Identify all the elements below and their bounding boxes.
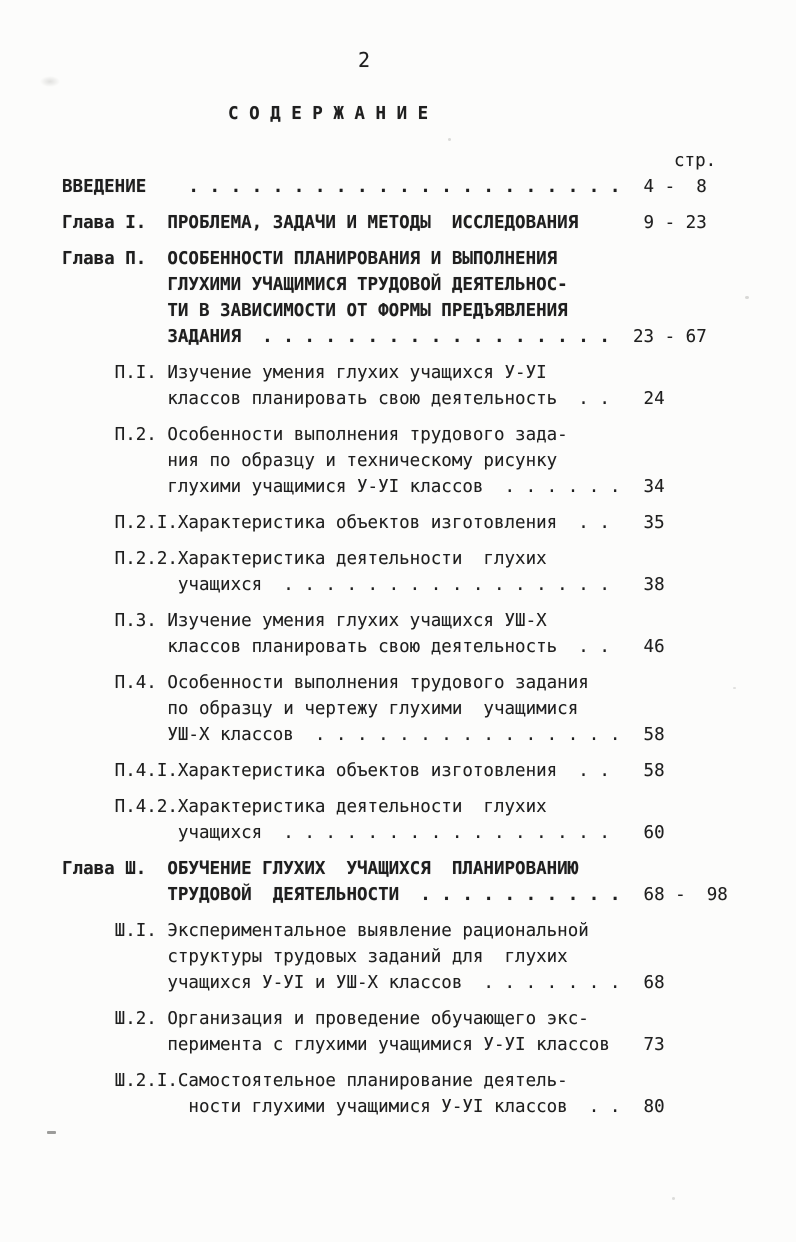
toc-line <box>62 448 782 474</box>
toc-line <box>62 272 782 298</box>
toc-line <box>62 546 782 572</box>
toc-line-text: ния по образцу и техническому рисунку <box>62 451 558 471</box>
toc-entry-2-4-2 <box>62 794 782 846</box>
toc-line <box>62 572 782 598</box>
toc-entry-3-2 <box>62 1006 782 1058</box>
toc-line <box>62 360 782 386</box>
toc-line <box>62 944 782 970</box>
toc-entry-2-2 <box>62 422 782 500</box>
toc-line <box>62 422 782 448</box>
scan-speck <box>672 1197 675 1200</box>
toc-line <box>62 1032 782 1058</box>
toc-line <box>62 510 782 536</box>
toc-line-text: Ш.2. Организация и проведение обучающего экс- <box>62 1009 589 1029</box>
toc-line-text: классов планировать свою деятельность . . <box>62 637 610 657</box>
page-ref: 38 <box>633 575 665 595</box>
page-ref: 34 <box>633 477 665 497</box>
toc-line-text: П.2.I.Характеристика объектов изготовления . . <box>62 513 610 533</box>
toc-line <box>62 970 782 996</box>
table-of-contents <box>62 174 782 1130</box>
scan-dash-mark <box>47 1131 56 1134</box>
page-ref: 23 - 67 <box>633 327 707 347</box>
toc-line <box>62 1068 782 1094</box>
toc-line-text: П.3. Изучение умения глухих учащихся УШ-Х <box>62 611 547 631</box>
page-ref: 35 <box>633 513 665 533</box>
toc-line-text: П.4. Особенности выполнения трудового задания <box>62 673 589 693</box>
toc-line <box>62 794 782 820</box>
toc-line-text: ности глухими учащимися У-УI классов . . <box>62 1097 621 1117</box>
toc-line <box>62 856 782 882</box>
scan-speck <box>448 138 451 141</box>
toc-line <box>62 608 782 634</box>
toc-line-text: ГЛУХИМИ УЧАЩИМИСЯ ТРУДОВОЙ ДЕЯТЕЛЬНОС- <box>62 275 568 295</box>
toc-line-text: Ш.2.I.Самостоятельное планирование деятель- <box>62 1071 568 1091</box>
toc-entry-2-4-1 <box>62 758 782 784</box>
toc-line-text: учащихся У-УI и УШ-Х классов . . . . . . . <box>62 973 621 993</box>
page-ref: 58 <box>633 725 665 745</box>
toc-line <box>62 918 782 944</box>
toc-line-text: Глава П. ОСОБЕННОСТИ ПЛАНИРОВАНИЯ И ВЫПОЛНЕНИЯ <box>62 249 558 269</box>
toc-entry-chapter-2 <box>62 246 782 350</box>
toc-entry-3-2-1 <box>62 1068 782 1120</box>
toc-line <box>62 634 782 660</box>
page-ref: 4 - 8 <box>633 177 707 197</box>
document-title: С О Д Е Р Ж А Н И Е <box>228 104 429 124</box>
scan-smudge <box>40 76 60 87</box>
page-column-header: стр. <box>674 151 717 171</box>
toc-line-text: перимента с глухими учащимися У-УI классов <box>62 1035 610 1055</box>
toc-line-text: ТИ В ЗАВИСИМОСТИ ОТ ФОРМЫ ПРЕДЪЯВЛЕНИЯ <box>62 301 568 321</box>
toc-line-text: П.I. Изучение умения глухих учащихся У-УI <box>62 363 547 383</box>
toc-line-text: П.2. Особенности выполнения трудового зада- <box>62 425 568 445</box>
toc-entry-2-1 <box>62 360 782 412</box>
page-ref: 80 <box>633 1097 665 1117</box>
page-ref: 9 - 23 <box>633 213 707 233</box>
toc-line <box>62 324 782 350</box>
toc-entry-2-3 <box>62 608 782 660</box>
toc-line-text: классов планировать свою деятельность . . <box>62 389 610 409</box>
toc-entry-introduction <box>62 174 782 200</box>
toc-line <box>62 298 782 324</box>
page-ref: 68 - 98 <box>633 885 728 905</box>
toc-line-text: Глава Ш. ОБУЧЕНИЕ ГЛУХИХ УЧАЩИХСЯ ПЛАНИРОВАНИЮ <box>62 859 579 879</box>
page-ref: 46 <box>633 637 665 657</box>
toc-line-text: ТРУДОВОЙ ДЕЯТЕЛЬНОСТИ . . . . . . . . . . <box>62 885 621 905</box>
toc-line <box>62 696 782 722</box>
toc-line-text: учащихся . . . . . . . . . . . . . . . . <box>62 575 610 595</box>
toc-entry-chapter-1 <box>62 210 782 236</box>
page-ref: 58 <box>633 761 665 781</box>
toc-entry-chapter-3 <box>62 856 782 908</box>
toc-line-text: УШ-Х классов . . . . . . . . . . . . . . . <box>62 725 621 745</box>
toc-entry-2-2-2 <box>62 546 782 598</box>
toc-entry-2-4 <box>62 670 782 748</box>
toc-line <box>62 174 782 200</box>
toc-line-text: П.2.2.Характеристика деятельности глухих <box>62 549 547 569</box>
page-number: 2 <box>358 48 371 72</box>
toc-line-text: П.4.I.Характеристика объектов изготовления . . <box>62 761 610 781</box>
toc-line-text: Глава I. ПРОБЛЕМА, ЗАДАЧИ И МЕТОДЫ ИССЛЕДОВАНИЯ <box>62 213 579 233</box>
toc-line <box>62 820 782 846</box>
page-ref: 73 <box>633 1035 665 1055</box>
page-ref: 68 <box>633 973 665 993</box>
toc-line <box>62 722 782 748</box>
toc-line-text: по образцу и чертежу глухими учащимися <box>62 699 579 719</box>
toc-line <box>62 1094 782 1120</box>
toc-line <box>62 670 782 696</box>
toc-entry-2-2-1 <box>62 510 782 536</box>
toc-line-text: учащихся . . . . . . . . . . . . . . . . <box>62 823 610 843</box>
toc-line <box>62 210 782 236</box>
toc-line <box>62 758 782 784</box>
page-ref: 24 <box>633 389 665 409</box>
toc-line-text: Ш.I. Экспериментальное выявление рациональной <box>62 921 589 941</box>
toc-line <box>62 386 782 412</box>
toc-line-text: глухими учащимися У-УI классов . . . . . . <box>62 477 621 497</box>
toc-entry-3-1 <box>62 918 782 996</box>
toc-line <box>62 246 782 272</box>
toc-line-text: ЗАДАНИЯ . . . . . . . . . . . . . . . . . <box>62 327 610 347</box>
toc-line <box>62 1006 782 1032</box>
toc-line <box>62 882 782 908</box>
page-ref: 60 <box>633 823 665 843</box>
toc-line-text: структуры трудовых заданий для глухих <box>62 947 568 967</box>
toc-line-text: П.4.2.Характеристика деятельности глухих <box>62 797 547 817</box>
toc-line <box>62 474 782 500</box>
toc-line-text: ВВЕДЕНИЕ . . . . . . . . . . . . . . . . . . . . . <box>62 177 621 197</box>
